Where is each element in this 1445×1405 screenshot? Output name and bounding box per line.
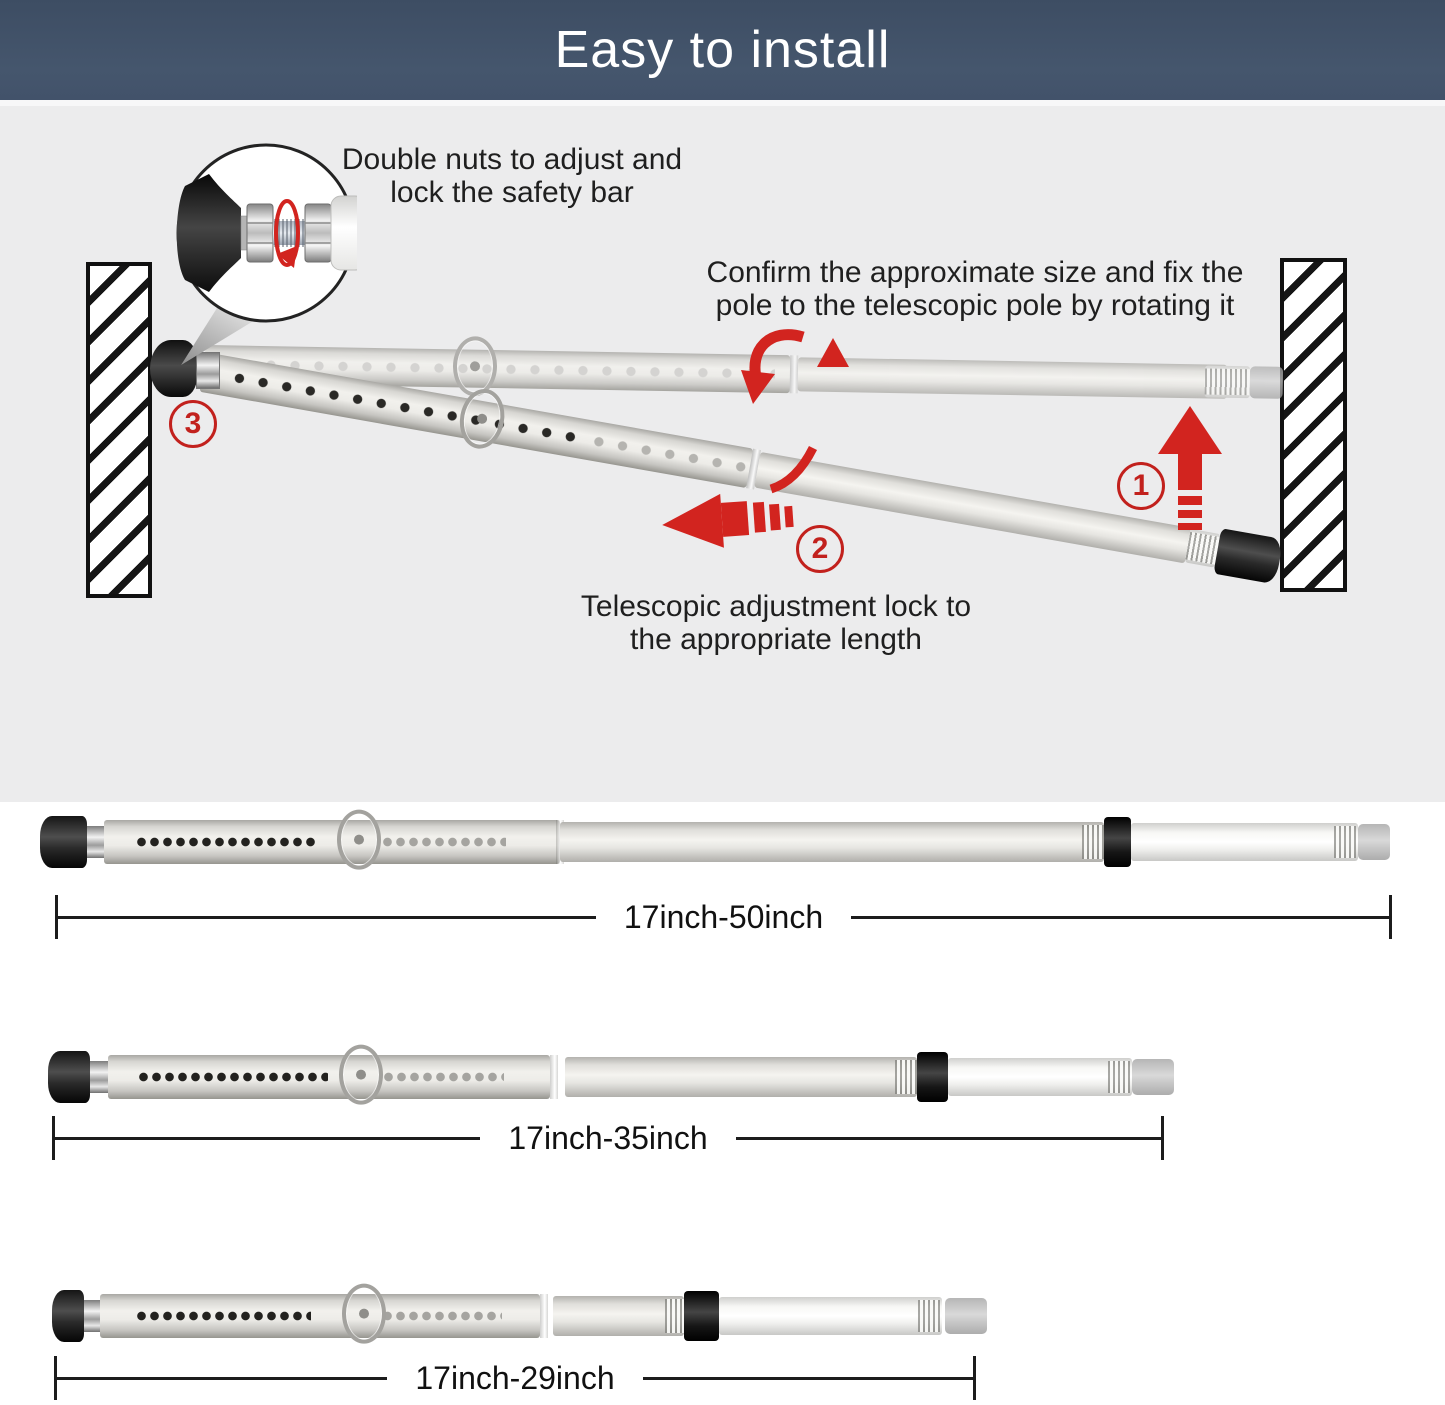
lock-collar — [917, 1052, 948, 1102]
rubber-end-cap — [40, 816, 87, 868]
pole-tube — [108, 1055, 550, 1099]
dimension-label: 17inch-35inch — [508, 1119, 708, 1156]
lock-collar — [684, 1291, 719, 1341]
adjust-nut — [84, 1300, 100, 1332]
wall-end-cap-gray — [945, 1298, 987, 1334]
adjustment-holes — [382, 1071, 504, 1084]
magnifier-detail — [175, 142, 357, 324]
pole-joint — [550, 1055, 558, 1099]
rubber-end-cap — [52, 1290, 84, 1342]
thread-lines — [1108, 1061, 1130, 1093]
divider — [0, 100, 1445, 106]
thread-lines — [895, 1060, 917, 1094]
dimension-tick — [1161, 1116, 1164, 1160]
thread-lines — [1082, 825, 1104, 859]
adjustment-holes — [135, 836, 319, 849]
lock-ring-pin — [342, 1284, 386, 1344]
dimension-line — [55, 1137, 480, 1140]
callout-telescopic-lock — [581, 590, 971, 656]
adjustment-holes — [137, 1071, 328, 1084]
callout-line: the appropriate length — [630, 623, 922, 656]
step-badge-3 — [169, 400, 217, 448]
pole-tube — [798, 357, 1228, 398]
dimension-line — [643, 1377, 973, 1380]
step-number: 1 — [1132, 469, 1150, 502]
right-wall — [1280, 258, 1347, 592]
adjustment-holes — [135, 1310, 311, 1323]
callout-line: lock the safety bar — [390, 176, 634, 209]
wall-end-cap-gray — [1132, 1059, 1174, 1095]
step-number: 3 — [184, 407, 202, 440]
thread-lines — [918, 1300, 940, 1332]
adjust-nut — [87, 826, 104, 858]
slide-left-arrow-icon — [660, 489, 794, 552]
thread-lines — [1205, 368, 1250, 396]
extension-tube — [948, 1058, 1132, 1096]
header-banner — [0, 0, 1445, 100]
dimension-label: 17inch-29inch — [415, 1359, 615, 1396]
step-badge-2 — [796, 525, 844, 573]
adjustment-holes — [381, 836, 506, 849]
left-wall — [86, 262, 152, 598]
callout-line: Confirm the approximate size and fix the — [706, 256, 1244, 289]
wall-end-cap-gray — [1358, 824, 1390, 860]
rubber-end-cap — [48, 1051, 90, 1103]
page-title: Easy to install — [554, 21, 891, 79]
installation-diagram — [0, 100, 1445, 802]
dimension-line-3 — [54, 1356, 976, 1400]
callout-line: pole to the telescopic pole by rotating it — [715, 289, 1235, 322]
dimension-line — [736, 1137, 1161, 1140]
step-number: 2 — [811, 532, 829, 565]
hex-nut — [305, 204, 331, 262]
pole-tube — [100, 1294, 540, 1338]
wall-end-cap-gray — [1250, 366, 1284, 399]
dimension-line-1 — [55, 895, 1392, 939]
callout-line: Double nuts to adjust and — [341, 143, 683, 176]
size-options — [0, 802, 1445, 1405]
extension-tube — [719, 1297, 942, 1335]
pole-17-50 — [40, 820, 1390, 864]
pole-joint — [540, 1294, 548, 1338]
dimension-line — [851, 916, 1389, 919]
callout-line: Telescopic adjustment lock to — [580, 590, 972, 623]
dimension-line — [57, 1377, 387, 1380]
pole-17-35 — [48, 1055, 1174, 1099]
adjustment-holes — [586, 433, 751, 474]
lock-collar — [1104, 817, 1131, 867]
lock-ring-pin — [337, 810, 381, 870]
callout-double-nuts — [342, 143, 682, 209]
pole-thread-end — [1205, 365, 1251, 398]
pole-tube — [553, 1296, 684, 1336]
wall-mount-knob — [150, 340, 197, 397]
lock-ring-pin — [339, 1045, 383, 1105]
pole-tube — [104, 820, 560, 864]
dimension-tick — [1389, 895, 1392, 939]
pole-17-29 — [52, 1294, 987, 1338]
pole-tube — [565, 1057, 917, 1097]
adjust-nut — [90, 1061, 108, 1093]
dimension-line — [58, 916, 596, 919]
pole-tube — [560, 822, 1104, 862]
dimension-tick — [973, 1356, 976, 1400]
step-badge-1 — [1117, 462, 1165, 510]
wall-mount-nut — [196, 352, 220, 389]
callout-confirm-size — [707, 256, 1244, 322]
wall-end-cap-black — [1213, 528, 1283, 584]
washer — [241, 216, 247, 250]
dimension-label: 17inch-50inch — [623, 898, 824, 935]
lock-ring-pin — [455, 385, 509, 452]
lock-ring-pin — [452, 336, 497, 397]
hex-nut — [247, 204, 273, 262]
dimension-line-2 — [52, 1116, 1164, 1160]
adjustment-holes — [381, 1310, 502, 1323]
push-up-arrow-icon — [1158, 406, 1222, 530]
extension-tube — [1131, 823, 1358, 861]
thread-lines — [1334, 826, 1356, 858]
thread-lines — [665, 1299, 684, 1333]
